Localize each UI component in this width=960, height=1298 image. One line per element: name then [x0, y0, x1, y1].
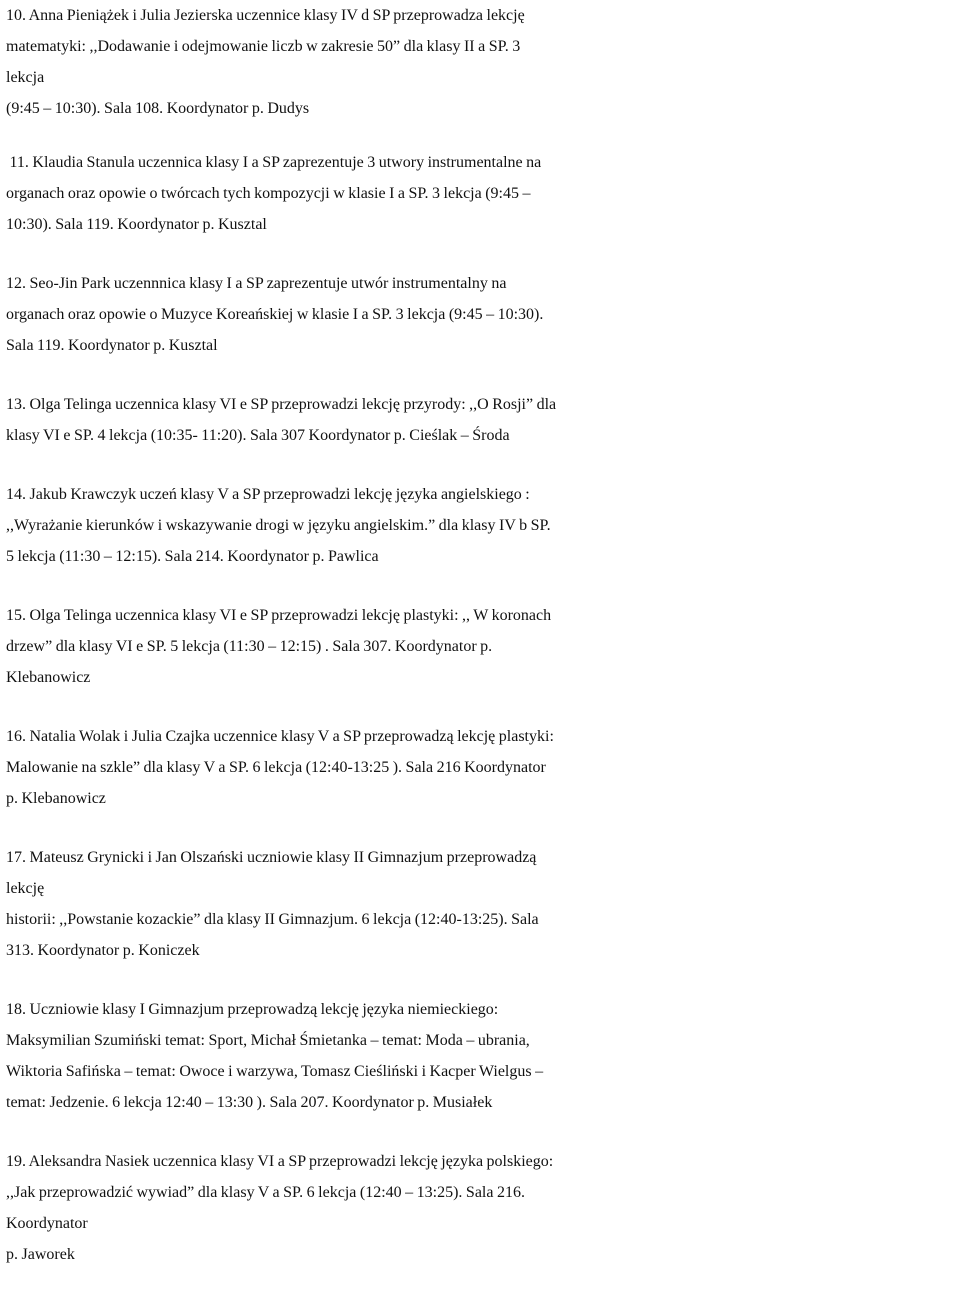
entry-13: [6, 389, 958, 451]
entry-line: 17. Mateusz Grynicki i Jan Olszański uczniowie klasy II Gimnazjum przeprowadzą: [6, 849, 537, 866]
entry-line: matematyki: ,,Dodawanie i odejmowanie liczb w zakresie 50” dla klasy II a SP. 3: [6, 38, 521, 55]
entry-line: 18. Uczniowie klasy I Gimnazjum przeprowadzą lekcję języka niemieckiego:: [6, 1001, 499, 1018]
entry-line: drzew” dla klasy VI e SP. 5 lekcja (11:30 – 12:15) . Sala 307. Koordynator p.: [6, 638, 493, 655]
entry-line: Malowanie na szkle” dla klasy V a SP. 6 lekcja (12:40-13:25 ). Sala 216 Koordynator: [6, 759, 546, 776]
entry-17: [6, 842, 958, 966]
entry-14: [6, 479, 958, 572]
entry-line: 5 lekcja (11:30 – 12:15). Sala 214. Koordynator p. Pawlica: [6, 548, 379, 565]
entry-line: 19. Aleksandra Nasiek uczennica klasy VI a SP przeprowadzi lekcję języka polskiego:: [6, 1153, 554, 1170]
entry-line: ,,Wyrażanie kierunków i wskazywanie drogi w języku angielskim.” dla klasy IV b SP.: [6, 517, 551, 534]
entry-line: lekcja: [6, 69, 45, 86]
entry-line: 15. Olga Telinga uczennica klasy VI e SP przeprowadzi lekcję plastyki: ,, W koronach: [6, 607, 552, 624]
entry-line: 16. Natalia Wolak i Julia Czajka uczennice klasy V a SP przeprowadzą lekcję plastyki:: [6, 728, 554, 745]
entry-16: [6, 721, 958, 814]
entry-line: p. Jaworek: [6, 1246, 75, 1263]
entry-line: Klebanowicz: [6, 669, 91, 686]
entry-line: 11. Klaudia Stanula uczennica klasy I a SP zaprezentuje 3 utwory instrumentalne na: [6, 154, 542, 171]
entry-line: historii: ,,Powstanie kozackie” dla klasy II Gimnazjum. 6 lekcja (12:40-13:25). Sala: [6, 911, 539, 928]
entry-line: organach oraz opowie o twórcach tych kompozycji w klasie I a SP. 3 lekcja (9:45 –: [6, 185, 531, 202]
entry-line: 14. Jakub Krawczyk uczeń klasy V a SP przeprowadzi lekcję języka angielskiego :: [6, 486, 530, 503]
entry-line: klasy VI e SP. 4 lekcja (10:35- 11:20). Sala 307 Koordynator p. Cieślak – Środa: [6, 427, 510, 444]
entry-line: (9:45 – 10:30). Sala 108. Koordynator p. Dudys: [6, 100, 310, 117]
entry-11: [6, 147, 958, 240]
entry-10: [6, 0, 958, 124]
entry-line: 12. Seo-Jin Park uczennnica klasy I a SP zaprezentuje utwór instrumentalny na: [6, 275, 507, 292]
entry-line: Koordynator: [6, 1215, 88, 1232]
entry-line: Sala 119. Koordynator p. Kusztal: [6, 337, 218, 354]
entry-line: 10. Anna Pieniążek i Julia Jezierska uczennice klasy IV d SP przeprowadza lekcję: [6, 7, 525, 24]
entry-line: 313. Koordynator p. Koniczek: [6, 942, 200, 959]
entry-19: [6, 1146, 958, 1270]
entry-18: [6, 994, 958, 1118]
entry-15: [6, 600, 958, 693]
entry-line: Wiktoria Safińska – temat: Owoce i warzywa, Tomasz Cieśliński i Kacper Wielgus –: [6, 1063, 544, 1080]
entry-12: [6, 268, 958, 361]
document-body: [6, 0, 958, 1270]
entry-line: 13. Olga Telinga uczennica klasy VI e SP przeprowadzi lekcję przyrody: ,,O Rosji” dla: [6, 396, 557, 413]
entry-line: temat: Jedzenie. 6 lekcja 12:40 – 13:30 ). Sala 207. Koordynator p. Musiałek: [6, 1094, 493, 1111]
entry-line: ,,Jak przeprowadzić wywiad” dla klasy V a SP. 6 lekcja (12:40 – 13:25). Sala 216.: [6, 1184, 525, 1201]
entry-line: 10:30). Sala 119. Koordynator p. Kusztal: [6, 216, 267, 233]
entry-line: organach oraz opowie o Muzyce Koreańskiej w klasie I a SP. 3 lekcja (9:45 – 10:30).: [6, 306, 544, 323]
entry-line: Maksymilian Szumiński temat: Sport, Michał Śmietanka – temat: Moda – ubrania,: [6, 1032, 530, 1049]
entry-line: p. Klebanowicz: [6, 790, 106, 807]
entry-line: lekcję: [6, 880, 45, 897]
